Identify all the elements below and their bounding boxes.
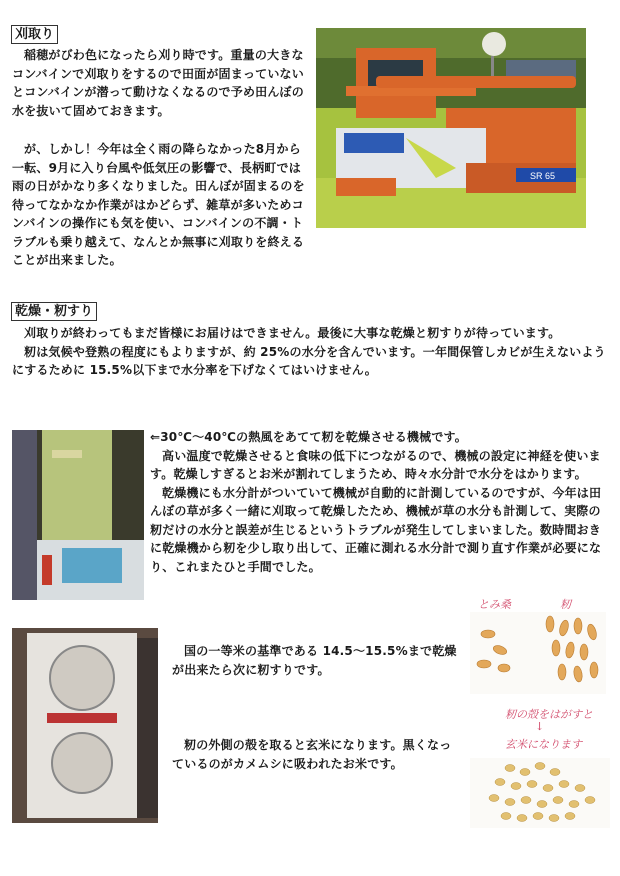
huller-text-2 bbox=[172, 736, 454, 773]
dryer-caption: ⇐30℃～40℃の熱風をあてて籾を乾燥させる機械です。 bbox=[150, 430, 467, 444]
handwritten-note-bottom: 玄米になります bbox=[505, 738, 582, 751]
machine-model-label: SR 65 bbox=[530, 171, 556, 181]
harvest-text-1 bbox=[12, 46, 312, 120]
rice-huller-photo bbox=[12, 628, 158, 823]
harvest-paragraph-2: が、しかし！今年は全く雨の降らなかった8月から一転、9月に入り台風や低気圧の影響で、長柄町では雨の日がかなり多くなりました。田んぼが固まるのを待ってなかなか作業がはかどらず、雑草が多いためコンバインの操作にも気を使い、コンバインの不調・トラブルも乗り越えて、なんとか無事に刈取りを終えることが出来ました。 bbox=[12, 142, 305, 267]
handwritten-label-left: とみ桑 bbox=[478, 598, 511, 611]
grain-dryer-photo bbox=[12, 430, 144, 600]
handwritten-arrow: ↓ bbox=[535, 720, 545, 733]
harvest-text-2 bbox=[12, 140, 608, 270]
dryer-description bbox=[150, 428, 608, 576]
harvest-paragraph-1: 稲穂がびわ色になったら刈り時です。重量の大きなコンバインで刈取りをするので田面が固まっていないとコンバインが潜って動けなくなるので予め田んぼの水を抜いて固めておきます。 bbox=[12, 48, 304, 118]
rice-grains-photo bbox=[470, 612, 606, 694]
dryer-paragraph-2: 乾燥機にも水分計がついていて機械が自動的に計測しているのですが、今年は田んぼの草が多く一緒に刈取って乾燥したため、機械が草の水分も計測して、実際の籾だけの水分と誤差が生じるというトラブルが発生してしまいました。数時間おきに乾燥機から籾を少し取り出して、正確に測れる水分計で測り直す作業が必要になり、これまたひと手間でした。 bbox=[150, 485, 602, 574]
huller-paragraph-1: 国の一等米の基準である 14.5～15.5%まで乾燥が出来たら次に籾すりです。 bbox=[172, 644, 457, 677]
huller-paragraph-2: 籾の外側の殻を取ると玄米になります。黒くなっているのがカメムシに吸われたお米です。 bbox=[172, 738, 452, 771]
huller-text-1 bbox=[172, 642, 462, 679]
handwritten-label-right: 籾 bbox=[560, 598, 571, 611]
drying-paragraph-2: 籾は気候や登熟の程度にもよりますが、約 25%の水分を含んでいます。一年間保管しカビが生えないようにするために 15.5%以下まで水分率を下げなくてはいけません。 bbox=[12, 344, 606, 377]
drying-intro bbox=[12, 324, 608, 380]
drying-heading: 乾燥・籾すり bbox=[11, 302, 97, 321]
harvest-heading: 刈取り bbox=[11, 25, 58, 44]
drying-paragraph-1: 刈取りが終わってもまだ皆様にお届けはできません。最後に大事な乾燥と籾すりが待っています。 bbox=[24, 326, 561, 340]
brown-rice-photo bbox=[470, 758, 610, 828]
handwritten-note-top: 籾の殻をはがすと bbox=[505, 708, 593, 721]
dryer-paragraph-1: 高い温度で乾燥させると食味の低下につながるので、機械の設定に神経を使います。乾燥しすぎるとお米が割れてしまうため、時々水分計で水分をはかります。 bbox=[150, 448, 601, 481]
